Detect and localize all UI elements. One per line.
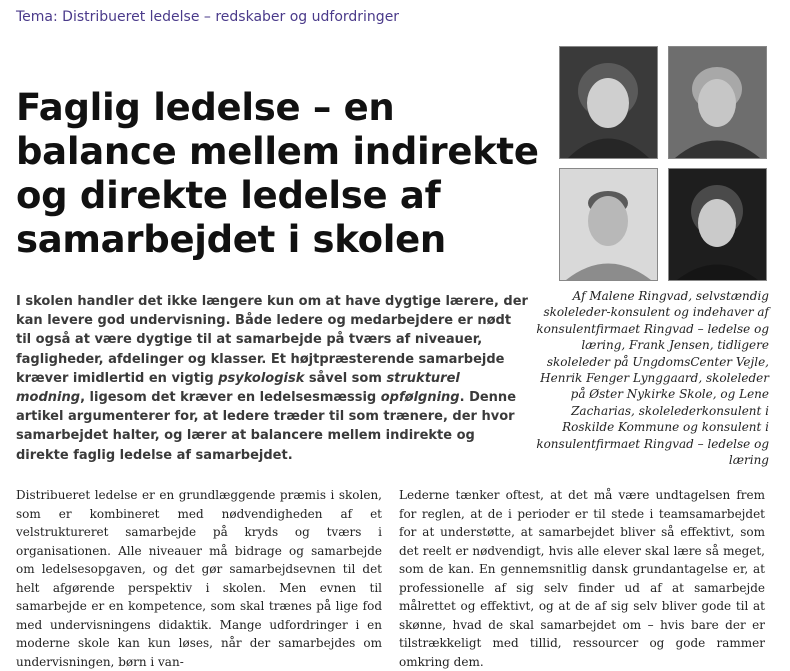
lead-emphasis-3: opfølgning	[380, 390, 460, 406]
lead-text-1: I skolen handler det ikke længere kun om at have dygtige lærere, der kan levere god undervisning. Både ledere og medarbejdere er nødt til også at være dygtige til at samarbejde på tværs af niveauer, fagligheder, afdelinger og klasser. Et højtpræsterende samarbejde kræver imidlertid en vigtig	[16, 294, 528, 386]
lead-text-4: . Denne artikel argumenterer for, at ledere træder til som trænere, der hvor samarbejdet halter, og lærer at balancere mellem indirekte og direkte faglig ledelse af samarbejdet.	[16, 390, 517, 463]
portrait-woman-hair-back	[669, 169, 766, 280]
lead-emphasis-1: psykologisk	[218, 370, 305, 386]
body-column-left: Distribueret ledelse er en grundlæggende præmis i skolen, som er kombineret med nødvendigheden af et velstruktureret samarbejde på kryds og tværs i organisationen. Alle niveauer må bidrage og samarbejde om ledelsesopgaven, og det gør samarbejdsevnen til det helt afgørende perspektiv i skolen. Men evnen til samarbejde er en kompetence, som skal trænes på lige fod med undervisningens didaktik. Mange udfordringer i en moderne skole kan kun løses, når der samarbejdes om undervisningen, børn i van-	[16, 488, 382, 669]
article-title: Faglig ledelse – en balance mellem indirekte og direkte ledelse af samarbejdet i skolen	[16, 86, 539, 261]
author-photo-1	[559, 46, 658, 159]
portrait-woman-short-hair	[560, 47, 657, 158]
author-photo-2	[668, 46, 767, 159]
author-byline: Af Malene Ringvad, selvstændig skoleleder-konsulent og indehaver af konsulentfirmaet Ringvad – ledelse og læring, Frank Jensen, tidligere skoleleder på UngdomsCenter Vejle, Henrik Fenger Lynggaard, skoleleder på Øster Nykirke Skole, og Lene Zacharias, skolelederkonsulent i Roskilde Kommune og konsulent i konsulentfirmaet Ringvad – ledelse og læring	[536, 289, 769, 468]
author-photo-3	[559, 168, 658, 281]
author-photo-4	[668, 168, 767, 281]
lead-text-2: såvel som	[304, 370, 387, 386]
lead-text-3: , ligesom det kræver en ledelsesmæssig	[80, 390, 381, 406]
lead-paragraph	[16, 292, 528, 465]
lead-emphasis-2: strukturel modning	[16, 370, 460, 406]
portrait-man-smiling	[560, 169, 657, 280]
body-column-right: Lederne tænker oftest, at det må være undtagelsen frem for reglen, at de i perioder er til stede i teamsamarbejdet for at understøtte, at samarbejdet bliver så effektivt, som det reelt er nødvendigt, hvis alle elever skal lære så meget, som de kan. En gennemsnitlig dansk grundantagelse er, at professionelle af sig selv finder ud af at samarbejde målrettet og effektivt, og at de af sig selv bliver gode til at skønne, hvad de skal samarbejdet om – hvis bare der er tilstrækkeligt med tillid, ressourcer og gode rammer omkring dem.	[399, 488, 765, 669]
portrait-man-glasses	[669, 47, 766, 158]
theme-label: Tema: Distribueret ledelse – redskaber og udfordringer	[16, 9, 400, 25]
